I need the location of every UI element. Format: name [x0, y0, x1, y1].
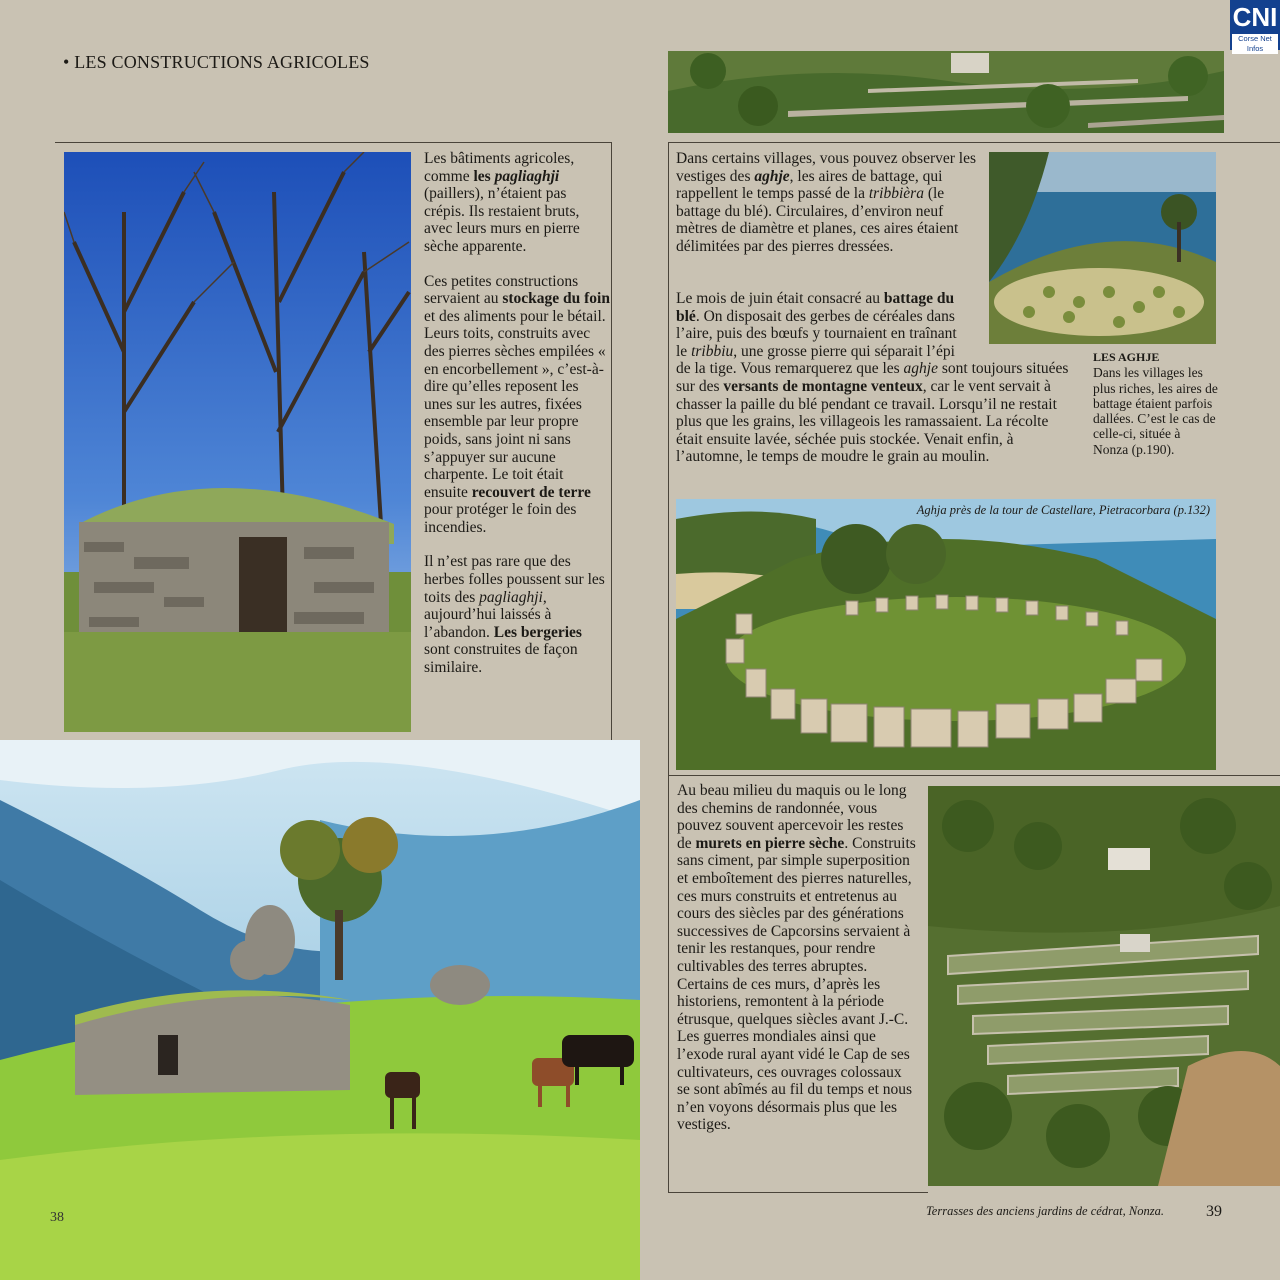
- photo-pagliaghju-hut: [64, 152, 411, 732]
- aghja-photo-caption: Aghja près de la tour de Castellare, Pietracorbara (p.132): [916, 503, 1210, 517]
- photo-aghja-nonza: [989, 152, 1216, 344]
- right-p1: Dans certains villages, vous pouvez observer les vestiges des aghje, les aires de battage, qui rappellent le temps passé de la tribbièra (le battage du blé). Circulaires, d’environ neuf mètres de diamètre et planes, ces aires étaient délimitées par des pierres dressées.: [676, 150, 977, 255]
- right-top-text-2b: Le mois de juin était consacré au battage du blé. On disposait des gerbes de céréales dans l’aire, puis des bœufs y tournaient en traînant le tribbiu, une grosse pierre qui séparait l’épi de la tige. Vous remarquerez que les aghje sont toujours situées sur des versants de montagne venteux, car le vent servait à chasser la paille du blé pendant ce travail. Lorsqu’il ne restait plus que les grains, les villageois les ramassaient. La récolte était ensuite lavée, séchée puis stockée. Venait enfin, à l’automne, le temps de moudre le grain au moulin.: [676, 290, 1074, 466]
- rule-right-bottom: [668, 1192, 928, 1193]
- page-number-left: 38: [50, 1210, 64, 1225]
- rule-left-right: [611, 142, 612, 742]
- cni-logo: [1230, 0, 1280, 53]
- section-title: • LES CONSTRUCTIONS AGRICOLES: [63, 52, 370, 72]
- terraced-hills-illustration: [668, 51, 1224, 133]
- right-top-text: [676, 150, 982, 273]
- right-bottom-p1: Au beau milieu du maquis ou le long des chemins de randonnée, vous pouvez souvent apercevoir les restes de murets en pierre sèche. Construits sans ciment, par simple superposition et emboîtement des pierres naturelles, ces murs construits et entretenus au cours des siècles par des générations successives de Capcorsins servaient à tenir les restanques, pour rendre cultivables des terres abruptes. Certains de ces murs, d’après les historiens, remontent à la période étrusque, quelques siècles avant J.-C. Les guerres mondiales ainsi que l’exode rural ayant vidé le Cap de ses cultivateurs, ces ouvrages colossaux se sont abîmés au fil du temps et nous n’en voyons désormais plus que les vestiges.: [677, 782, 916, 1134]
- stone-circle-illustration: [676, 499, 1216, 770]
- photo-bergerie-cows: [0, 740, 640, 1280]
- logo-sub: Corse Net Infos: [1232, 34, 1278, 54]
- left-p2: Ces petites constructions servaient au stockage du foin et des aliments pour le bétail. Leurs toits, construits avec des pierres sèches empilées « en encorbellement », c’est-à-dire qu’elles reposent les unes sur les autres, fixées ensemble par leur propre poids, sans joint ni sans s’appuyer sur aucune charpente. Le toit était ensuite recouvert de terre pour protéger le foin des incendies.: [424, 272, 610, 536]
- rule-right-mid: [668, 775, 1280, 776]
- aghje-caption: [1093, 350, 1218, 457]
- aghje-caption-title: LES AGHJE: [1093, 350, 1160, 364]
- photo-terraces-nonza: [928, 786, 1280, 1186]
- page-number-right: 39: [1206, 1203, 1222, 1220]
- left-p3: Il n’est pas rare que des herbes folles poussent sur les toits des pagliaghji, aujourd’hui laissés à l’abandon. Les bergeries sont construites de façon similaire.: [424, 553, 605, 677]
- rule-right-top: [668, 142, 1280, 143]
- right-bottom-text: [677, 782, 917, 1151]
- left-column-text: [424, 150, 610, 694]
- terraces-illustration: [928, 786, 1280, 1186]
- terraces-caption: Terrasses des anciens jardins de cédrat, Nonza.: [926, 1204, 1164, 1218]
- rule-left-top: [55, 142, 612, 143]
- aghje-caption-body: Dans les villages les plus riches, les aires de battage étaient parfois dallées. C’est le cas de celle-ci, située à Nonza (p.190).: [1093, 365, 1218, 457]
- hut-illustration: [64, 152, 411, 732]
- bergerie-illustration: [0, 740, 640, 1280]
- rule-right-left: [668, 142, 669, 1192]
- photo-terraced-hills-strip: [668, 51, 1224, 133]
- left-p1: Les bâtiments agricoles, comme les pagliaghji (paillers), n’étaient pas crépis. Ils restaient bruts, avec leurs murs en pierre sèche apparente.: [424, 150, 580, 255]
- logo-main: CNI: [1232, 2, 1278, 32]
- photo-aghja-castellare: [676, 499, 1216, 770]
- paved-aghja-illustration: [989, 152, 1216, 344]
